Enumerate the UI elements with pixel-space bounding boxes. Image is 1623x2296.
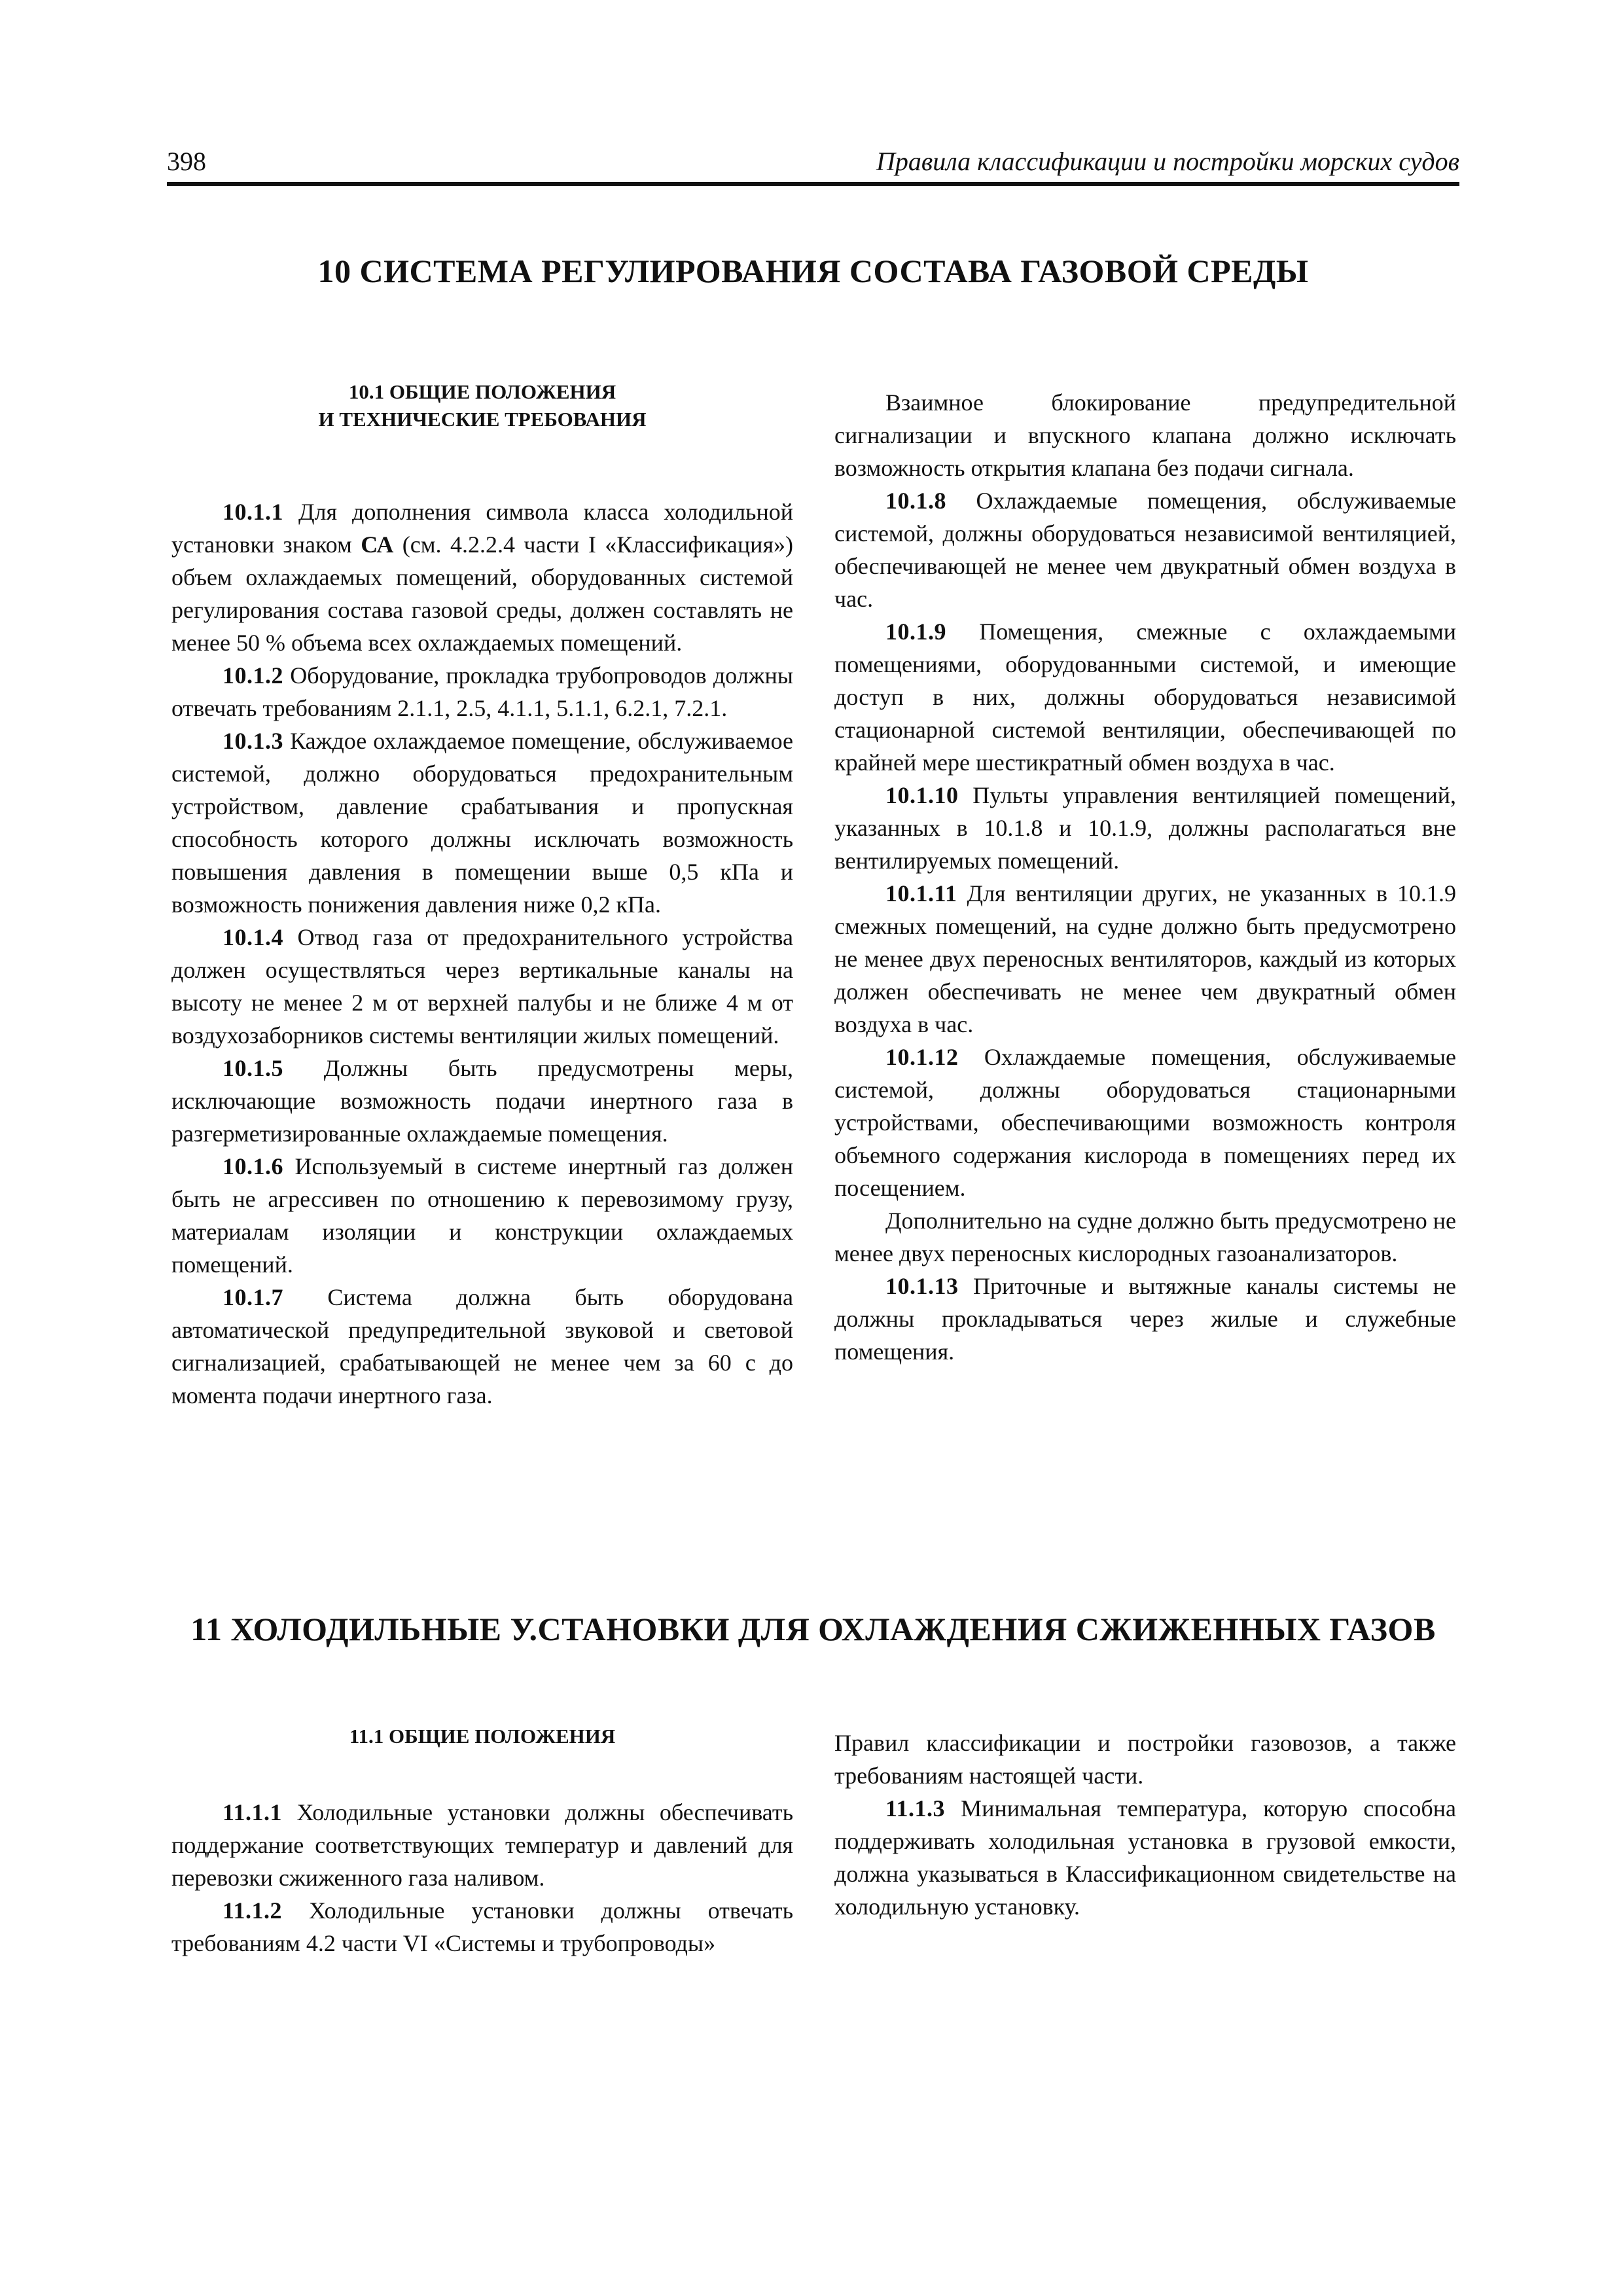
paragraph-10-1-8 <box>834 484 1456 615</box>
paragraph-10-1-6 <box>171 1150 793 1281</box>
paragraph-10-1-1 <box>171 495 793 659</box>
paragraph-10-1-4 <box>171 921 793 1052</box>
paragraph-10-1-2 <box>171 659 793 725</box>
paragraph-text: Холодильные установки должны отвечать требованиям 4.2 части VI «Системы и трубопроводы» <box>171 1897 793 1956</box>
paragraph-10-1-7 <box>171 1281 793 1412</box>
page-header <box>167 143 1459 186</box>
subsection-11-1-heading: 11.1 ОБЩИЕ ПОЛОЖЕНИЯ <box>349 1725 616 1748</box>
paragraph-text: Должны быть предусмотрены меры, исключающие возможность подачи инертного газа в разгерметизированные охлаждаемые помещения. <box>171 1055 793 1147</box>
clause-number: 10.1.8 <box>885 488 946 514</box>
section-10-right-column <box>834 386 1456 1368</box>
paragraph-10-1-12 <box>834 1041 1456 1204</box>
paragraph-text: Отвод газа от предохранительного устройства должен осуществляться через вертикальные каналы на высоту не менее 2 м от верхней палубы и не ближе 4 м от воздухозаборников системы вентиляции жилых помещений. <box>171 924 793 1049</box>
paragraph-10-1-3 <box>171 725 793 921</box>
paragraph-text: Минимальная температура, которую способна поддерживать холодильная установка в грузовой емкости, должна указываться в Классификационном свидетельстве на холодильную установку. <box>834 1795 1456 1920</box>
page-number: 398 <box>167 147 206 176</box>
clause-number: 11.1.1 <box>223 1799 283 1825</box>
paragraph-10-1-10 <box>834 779 1456 877</box>
paragraph-text: Используемый в системе инертный газ должен быть не агрессивен по отношению к перевозимому грузу, материалам изоляции и конструкции охлаждаемых помещений. <box>171 1153 793 1278</box>
paragraph-10-1-7-continued: Взаимное блокирование предупредительной сигнализации и впускного клапана должно исключать возможность открытия клапана без подачи сигнала. <box>834 389 1456 481</box>
section-11-title: 11 ХОЛОДИЛЬНЫЕ У.СТАНОВКИ ДЛЯ ОХЛАЖДЕНИЯ СЖИЖЕННЫХ ГАЗОВ <box>190 1611 1436 1647</box>
clause-number: 10.1.1 <box>223 499 283 525</box>
clause-number: 11.1.2 <box>223 1897 283 1924</box>
paragraph-text: Система должна быть оборудована автоматической предупредительной звуковой и световой сигнализацией, срабатывающей не менее чем за 60 с до момента подачи инертного газа. <box>171 1284 793 1408</box>
paragraph-text: Охлаждаемые помещения, обслуживаемые системой, должны оборудоваться независимой вентиляцией, обеспечивающей не менее чем двукратный обмен воздуха в час. <box>834 488 1456 612</box>
clause-number: 10.1.3 <box>223 728 283 754</box>
running-title: Правила классификации и постройки морских судов <box>876 147 1459 176</box>
section-10-left-column <box>171 378 793 1412</box>
clause-number: 10.1.4 <box>223 924 283 950</box>
paragraph-10-1-11 <box>834 877 1456 1041</box>
paragraph-10-1-5 <box>171 1052 793 1150</box>
clause-number: 10.1.5 <box>223 1055 283 1081</box>
paragraph-text: Пульты управления вентиляцией помещений, указанных в 10.1.8 и 10.1.9, должны располагаться вне вентилируемых помещений. <box>834 782 1456 874</box>
paragraph-10-1-13 <box>834 1270 1456 1368</box>
clause-number: 10.1.11 <box>885 880 957 906</box>
clause-number: 10.1.13 <box>885 1273 959 1299</box>
clause-number: 10.1.10 <box>885 782 959 808</box>
section-10-title: 10 СИСТЕМА РЕГУЛИРОВАНИЯ СОСТАВА ГАЗОВОЙ СРЕДЫ <box>317 253 1309 289</box>
subheading-line: 10.1 ОБЩИЕ ПОЛОЖЕНИЯ <box>348 380 616 403</box>
paragraph-text: Для дополнения символа класса холодильной установки знаком <box>171 499 793 558</box>
subheading-line: И ТЕХНИЧЕСКИЕ ТРЕБОВАНИЯ <box>318 408 647 431</box>
clause-number: 10.1.9 <box>885 619 946 645</box>
clause-number: 10.1.2 <box>223 662 283 689</box>
section-11-left-column <box>171 1723 793 1960</box>
paragraph-text: (см. 4.2.2.4 части I «Классификация») объем охлаждаемых помещений, оборудованных системой регулирования состава газовой среды, должен составлять не менее 50 % объема всех охлаждаемых помещений. <box>171 531 793 656</box>
paragraph-11-1-2 <box>171 1894 793 1960</box>
clause-number: 10.1.12 <box>885 1044 959 1070</box>
paragraph-text: Приточные и вытяжные каналы системы не должны прокладываться через жилые и служебные помещения. <box>834 1273 1456 1365</box>
paragraph-11-1-3 <box>834 1792 1456 1923</box>
paragraph-11-1-1 <box>171 1796 793 1894</box>
paragraph-text: Для вентиляции других, не указанных в 10.1.9 смежных помещений, на судне должно быть предусмотрено не менее двух переносных вентиляторов, каждый из которых должен обеспечивать не менее чем двукратный обмен воздуха в час. <box>834 880 1456 1037</box>
paragraph-text: Охлаждаемые помещения, обслуживаемые системой, должны оборудоваться стационарными устройствами, обеспечивающими возможность контроля объемного содержания кислорода в помещениях перед их посещением. <box>834 1044 1456 1201</box>
paragraph-text: Помещения, смежные с охлаждаемыми помещениями, оборудованными системой, и имеющие доступ в них, должны оборудоваться независимой стационарной системой вентиляции, обеспечивающей по крайней мере шестикратный обмен воздуха в час. <box>834 619 1456 776</box>
class-mark: СА <box>361 531 394 558</box>
clause-number: 10.1.7 <box>223 1284 283 1310</box>
subsection-10-1-heading <box>171 378 793 433</box>
paragraph-11-1-2-continued: Правил классификации и постройки газовозов, а также требованиям настоящей части. <box>834 1730 1456 1789</box>
paragraph-10-1-9 <box>834 615 1456 779</box>
clause-number: 10.1.6 <box>223 1153 283 1179</box>
paragraph-text: Холодильные установки должны обеспечивать поддержание соответствующих температур и давлений для перевозки сжиженного газа наливом. <box>171 1799 793 1891</box>
paragraph-10-1-12-continued: Дополнительно на судне должно быть предусмотрено не менее двух переносных кислородных газоанализаторов. <box>834 1208 1456 1266</box>
clause-number: 11.1.3 <box>885 1795 946 1821</box>
section-11-right-column <box>834 1727 1456 1923</box>
paragraph-text: Каждое охлаждаемое помещение, обслуживаемое системой, должно оборудоваться предохранительным устройством, давление срабатывания и пропускная способность которого должны исключать возможность повышения давления в помещении выше 0,5 кПа и возможность понижения давления ниже 0,2 кПа. <box>171 728 793 918</box>
paragraph-text: Оборудование, прокладка трубопроводов должны отвечать требованиям 2.1.1, 2.5, 4.1.1, 5.1.1, 6.2.1, 7.2.1. <box>171 662 793 721</box>
